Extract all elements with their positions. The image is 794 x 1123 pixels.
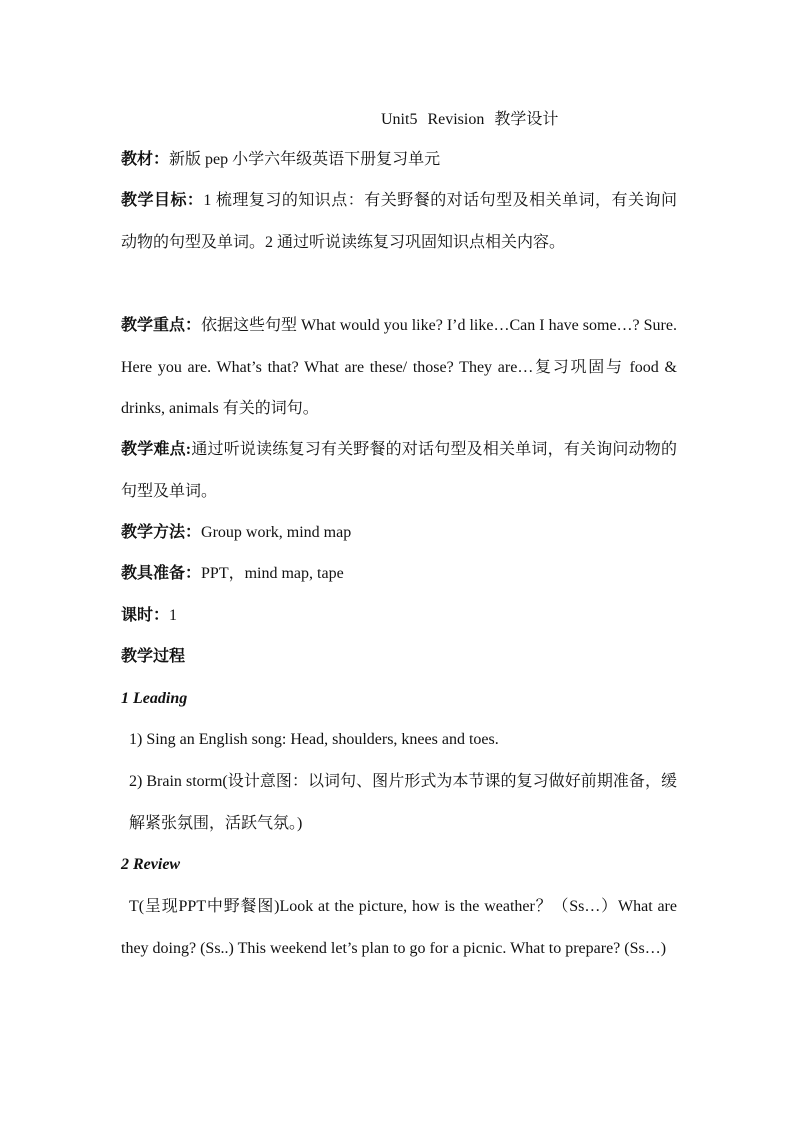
difficulties-value: 通过听说读练复习有关野餐的对话句型及相关单词，有关询问动物的句型及单词。 (121, 441, 677, 500)
title-suffix: 教学设计 (494, 111, 559, 128)
methods-label: 教学方法： (121, 524, 202, 541)
title-unit: Unit5 (381, 111, 418, 128)
difficulties-label: 教学难点: (121, 441, 192, 458)
key-points-value: 依据这些句型 What would you like? I’d like…Can I have some…? Sure. Here you are. What’s that? What are these/ those? They are…复习巩固与 food & drinks, animals 有关的词句。 (121, 317, 677, 417)
materials-value: PPT，mind map, tape (201, 565, 344, 582)
textbook-line (121, 139, 677, 181)
leading-item-2: 2) Brain storm(设计意图：以词句、图片形式为本节课的复习做好前期准备，缓解紧张氛围，活跃气氛。) (129, 773, 677, 832)
review-paragraph: T(呈现PPT中野餐图)Look at the picture, how is the weather？（Ss…）What are they doing? (Ss..) This weekend let’s plan to go for a picnic. What to prepare? (Ss…) (121, 898, 677, 957)
periods-value: 1 (169, 607, 178, 624)
key-points-paragraph (121, 305, 677, 430)
process-heading: 教学过程 (121, 648, 186, 665)
review-heading: 2 Review (121, 856, 181, 873)
document-title (381, 106, 558, 129)
materials-label: 教具准备： (121, 565, 202, 582)
periods-label: 课时： (121, 607, 170, 624)
title-revision: Revision (427, 111, 485, 128)
periods-line (121, 595, 677, 637)
objectives-value: 1 梳理复习的知识点：有关野餐的对话句型及相关单词，有关询问动物的句型及单词。2 通过听说读练复习巩固知识点相关内容。 (121, 192, 677, 251)
textbook-label: 教材： (121, 151, 170, 168)
objectives-paragraph (121, 180, 677, 263)
materials-line (121, 553, 677, 595)
difficulties-paragraph (121, 429, 677, 512)
methods-value: Group work, mind map (201, 524, 352, 541)
leading-heading: 1 Leading (121, 690, 188, 707)
leading-item-1: 1) Sing an English song: Head, shoulders, knees and toes. (129, 731, 499, 748)
objectives-label: 教学目标： (121, 192, 204, 209)
key-points-label: 教学重点： (121, 317, 202, 334)
textbook-value: 新版 pep 小学六年级英语下册复习单元 (169, 151, 441, 168)
methods-line (121, 512, 677, 554)
